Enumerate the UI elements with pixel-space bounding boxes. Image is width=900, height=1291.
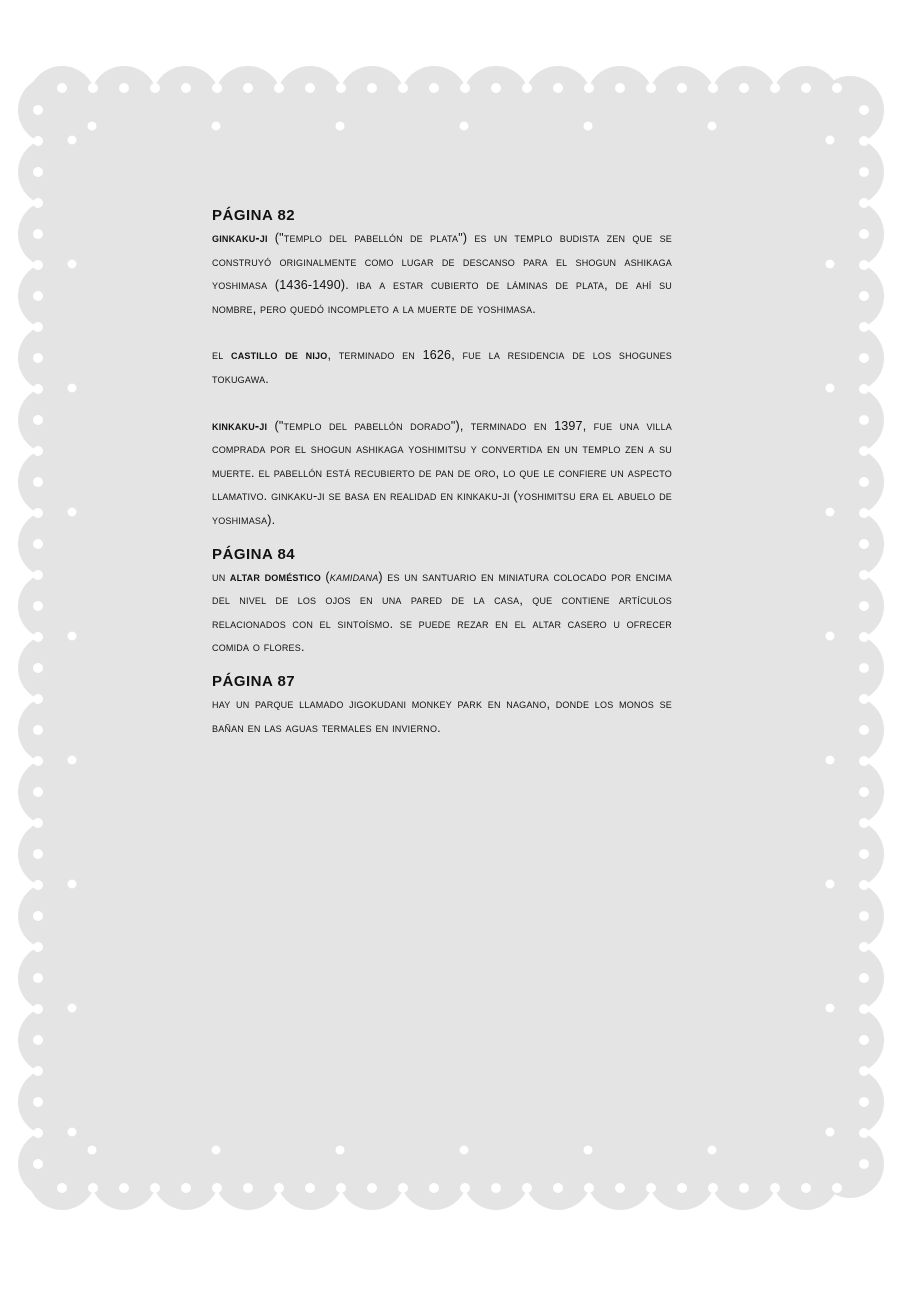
notes-content (212, 204, 672, 740)
note-mid: ( (320, 569, 330, 584)
note-prefix: el (212, 348, 231, 363)
note-text: ) es un santuario en miniatura colocado por encima del nivel de los ojos en una pared de la casa, que contiene artículos relacionados con el sintoísmo. se puede rezar en el altar casero u ofrecer comida o flores. (212, 569, 672, 655)
section-heading-pagina-82: PÁGINA 82 (212, 207, 296, 224)
term-kinkakuji: kinkaku-ji (212, 418, 268, 433)
section-heading-pagina-84: PÁGINA 84 (212, 545, 296, 563)
note-ginkakuji (212, 227, 672, 321)
note-text: ("templo del pabellón de plata") es un templo budista zen que se construyó originalmente como lugar de descanso para el shogun ashikaga yoshimasa (1436-1490). iba a estar cubierto de láminas de plata, de ahí su nombre, pero quedó incompleto a la muerte de yoshimasa. (212, 231, 672, 316)
term-ginkakuji: ginkaku-ji (212, 231, 268, 245)
note-kinkakuji (212, 415, 672, 533)
term-nijo-castle: castillo de nijo (231, 348, 328, 363)
note-nijo-castle (212, 344, 672, 391)
section-heading-pagina-87: PÁGINA 87 (212, 672, 296, 690)
note-text: hay un parque llamado jigokudani monkey park en nagano, donde los monos se bañan en las aguas termales en invierno. (212, 696, 672, 735)
note-text: , terminado en 1626, fue la residencia de los shogunes tokugawa. (212, 348, 672, 386)
note-monkey-park (212, 693, 672, 740)
note-text: ("templo del pabellón dorado"), terminado en 1397, fue una villa comprada por el shogun ashikaga yoshimitsu y convertida en un templo zen a su muerte. el pabellón está recubierto de pan de oro, lo que le confiere un aspecto llamativo. ginkaku-ji se basa en realidad en kinkaku-ji (yoshimitsu era el abuelo de yoshimasa). (212, 418, 672, 527)
note-prefix: un (212, 569, 230, 584)
note-home-altar (212, 566, 672, 660)
term-home-altar: altar doméstico (229, 569, 321, 584)
term-kamidana: kamidana (329, 569, 379, 584)
